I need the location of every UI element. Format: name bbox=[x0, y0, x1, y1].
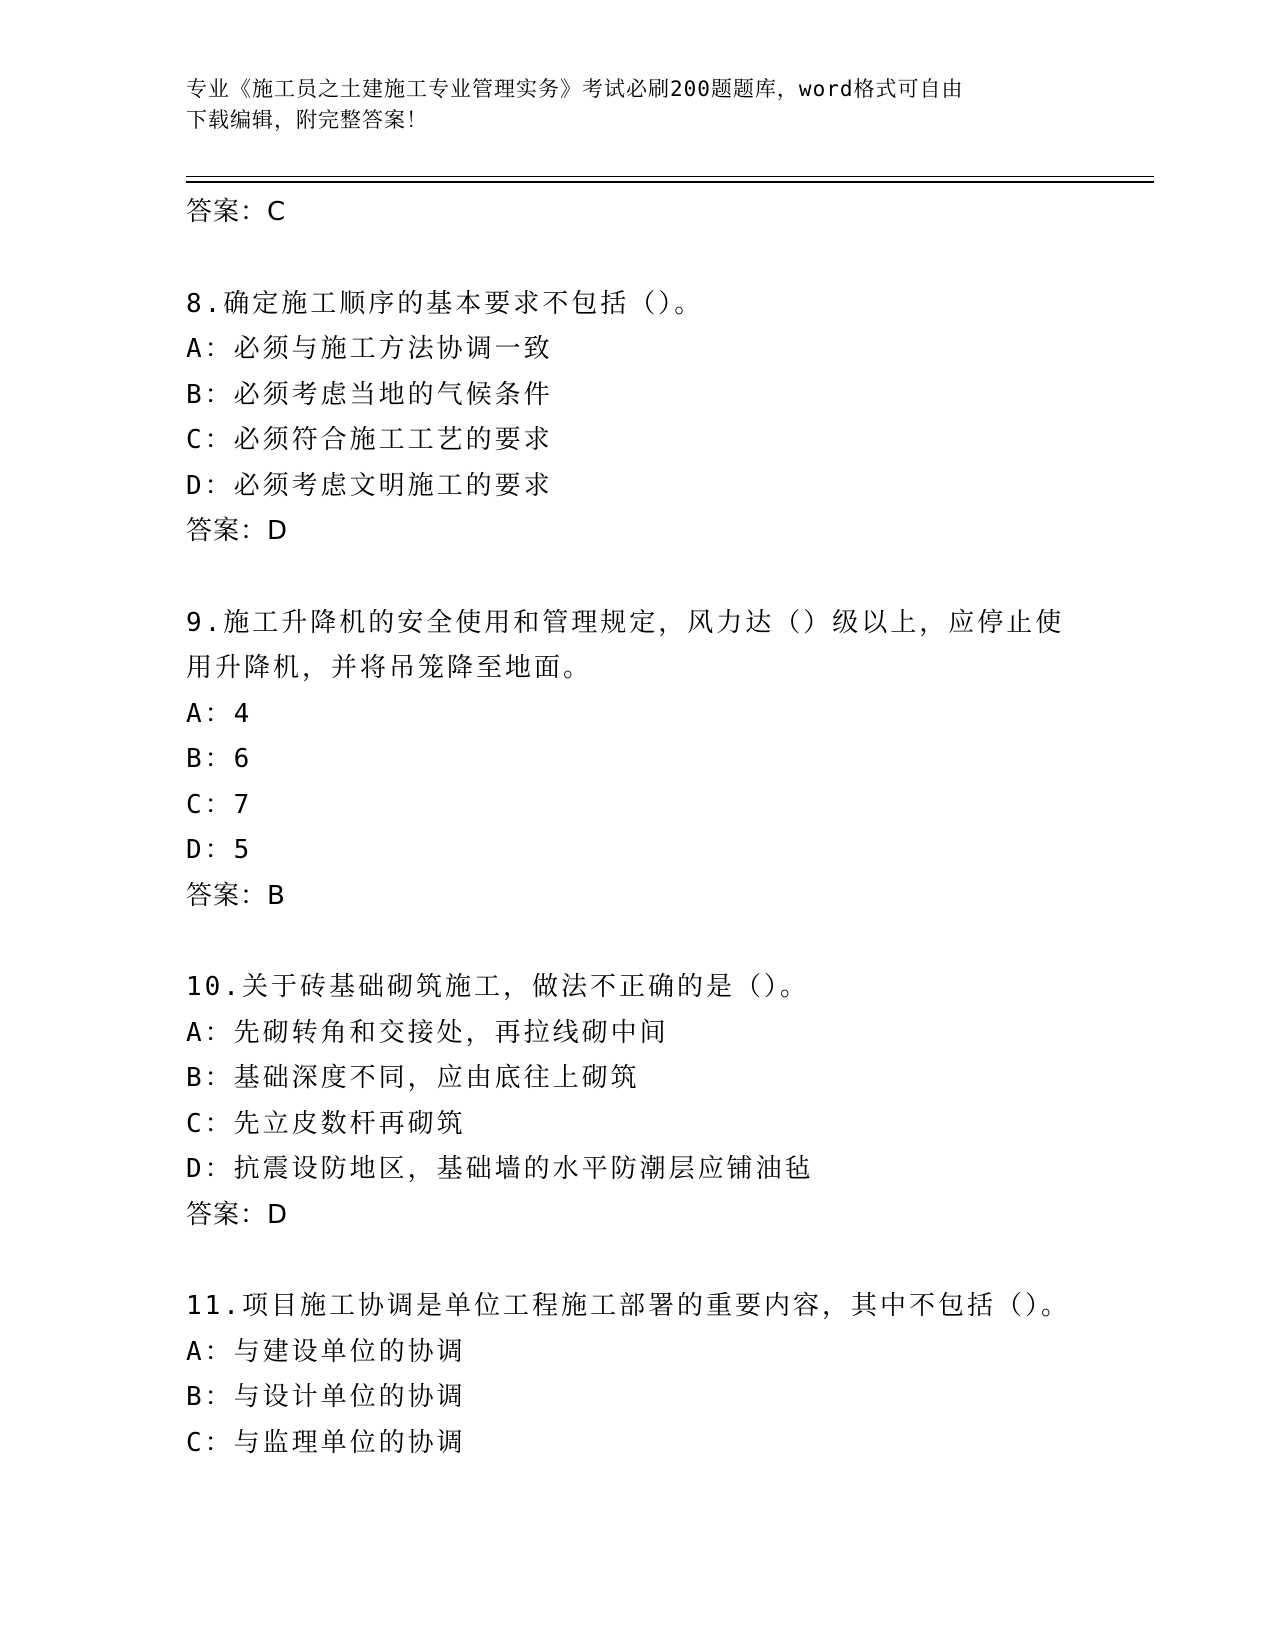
option-b: B：6 bbox=[186, 744, 253, 774]
option-c: C：7 bbox=[186, 789, 253, 820]
option-c: C：与监理单位的协调 bbox=[186, 1427, 466, 1458]
question-block bbox=[186, 282, 1086, 555]
header-line-2: 下载编辑，附完整答案！ bbox=[186, 108, 428, 132]
option-d: D：抗震设防地区，基础墙的水平防潮层应铺油毡 bbox=[186, 1154, 814, 1184]
document-header bbox=[186, 74, 1066, 136]
question-text-cont: 用升降机，并将吊笼降至地面。 bbox=[186, 653, 593, 683]
option-c: C：先立皮数杆再砌筑 bbox=[186, 1108, 466, 1139]
question-list bbox=[186, 190, 1086, 1466]
question-block bbox=[186, 601, 1086, 920]
question-text: 9.施工升降机的安全使用和管理规定，风力达（）级以上，应停止使 bbox=[186, 607, 1065, 638]
answer-line: 答案：B bbox=[186, 880, 286, 911]
question-block bbox=[186, 1284, 1086, 1466]
option-d: D：5 bbox=[186, 835, 253, 865]
option-a: A：4 bbox=[186, 698, 253, 729]
option-b: B：必须考虑当地的气候条件 bbox=[186, 379, 553, 410]
question-text: 10.关于砖基础砌筑施工，做法不正确的是（）。 bbox=[186, 972, 809, 1002]
answer-line: 答案：D bbox=[186, 516, 289, 546]
option-d: D：必须考虑文明施工的要求 bbox=[186, 470, 553, 501]
header-divider-thin bbox=[186, 176, 1154, 177]
question-text: 11.项目施工协调是单位工程施工部署的重要内容，其中不包括（）。 bbox=[186, 1291, 1070, 1321]
answer-line: 答案：D bbox=[186, 1199, 289, 1230]
option-a: A：与建设单位的协调 bbox=[186, 1336, 466, 1367]
option-a: A：先砌转角和交接处，再拉线砌中间 bbox=[186, 1017, 669, 1048]
header-line-1: 专业《施工员之土建施工专业管理实务》考试必刷200题题库，word格式可自由 bbox=[186, 77, 964, 101]
header-divider-thick bbox=[186, 181, 1154, 183]
option-b: B：与设计单位的协调 bbox=[186, 1382, 466, 1412]
option-c: C：必须符合施工工艺的要求 bbox=[186, 425, 553, 455]
option-a: A：必须与施工方法协调一致 bbox=[186, 334, 553, 364]
option-b: B：基础深度不同，应由底往上砌筑 bbox=[186, 1063, 640, 1093]
answer-line: 答案：C bbox=[186, 197, 287, 227]
question-block bbox=[186, 965, 1086, 1238]
question-text: 8.确定施工顺序的基本要求不包括（）。 bbox=[186, 288, 704, 319]
